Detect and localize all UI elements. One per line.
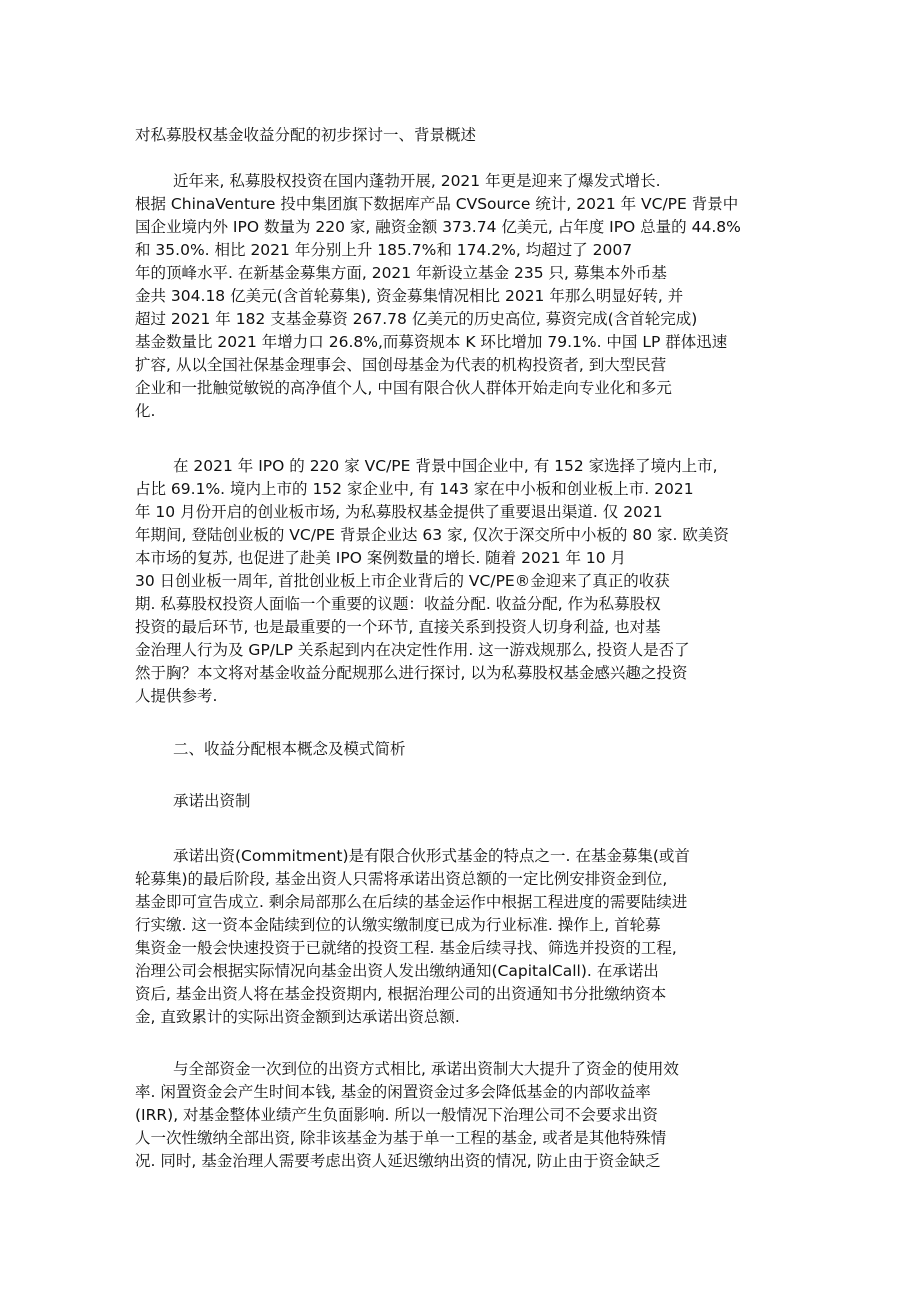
subsection-heading: 承诺出资制 [173, 792, 251, 810]
section-heading: 二、收益分配根本概念及模式简析 [173, 740, 406, 758]
paragraph-line: 扩容, 从以全国社保基金理事会、国创母基金为代表的机构投资者, 到大型民营 [135, 356, 667, 374]
paragraph-line: 况. 同时, 基金治理人需要考虑出资人延迟缴纳出资的情况, 防止由于资金缺乏 [135, 1152, 661, 1170]
paragraph-line: 治理公司会根据实际情况向基金出资人发出缴纳通知(CapitalCall). 在承诺出 [135, 962, 659, 980]
paragraph-line: 国企业境内外 IPO 数量为 220 家, 融资金额 373.74 亿美元, 占年度 IPO 总量的 44.8% [135, 218, 741, 236]
paragraph-line: 在 2021 年 IPO 的 220 家 VC/PE 背景中国企业中, 有 152 家选择了境内上市, [173, 457, 718, 475]
paragraph-line: 基金数量比 2021 年增力口 26.8%,而募资规本 K 环比增加 79.1%. 中国 LP 群体迅速 [135, 333, 728, 351]
paragraph-line: 本市场的复苏, 也促进了赴美 IPO 案例数量的增长. 随着 2021 年 10 月 [135, 549, 627, 567]
paragraph-line: 金, 直致累计的实际出资金额到达承诺出资总额. [135, 1008, 460, 1026]
paragraph-line: 承诺出资(Commitment)是有限合伙形式基金的特点之一. 在基金募集(或首 [173, 847, 690, 865]
paragraph-line: (IRR), 对基金整体业绩产生负面影响. 所以一般情况下治理公司不会要求出资 [135, 1106, 658, 1124]
paragraph-line: 超过 2021 年 182 支基金募资 267.78 亿美元的历史高位, 募资完成(含首轮完成) [135, 310, 698, 328]
paragraph-line: 和 35.0%. 相比 2021 年分别上升 185.7%和 174.2%, 均超过了 2007 [135, 241, 633, 259]
paragraph-line: 人提供参考. [135, 687, 218, 705]
paragraph-line: 年的顶峰水平. 在新基金募集方面, 2021 年新设立基金 235 只, 募集本外币基 [135, 264, 667, 282]
paragraph-line: 企业和一批触觉敏锐的高净值个人, 中国有限合伙人群体开始走向专业化和多元 [135, 379, 672, 397]
paragraph-line: 投资的最后环节, 也是最重要的一个环节, 直接关系到投资人切身利益, 也对基 [135, 618, 661, 636]
paragraph-line: 化. [135, 402, 156, 420]
paragraph-line: 轮募集)的最后阶段, 基金出资人只需将承诺出资总额的一定比例安排资金到位, [135, 870, 668, 888]
paragraph-line: 资后, 基金出资人将在基金投资期内, 根据治理公司的出资通知书分批缴纳资本 [135, 985, 667, 1003]
paragraph-line: 率. 闲置资金会产生时间本钱, 基金的闲置资金过多会降低基金的内部收益率 [135, 1083, 651, 1101]
paragraph-line: 然于胸？本文将对基金收益分配规那么进行探讨, 以为私募股权基金感兴趣之投资 [135, 664, 688, 682]
paragraph-line: 集资金一般会快速投资于已就绪的投资工程. 基金后续寻找、筛选并投资的工程, [135, 939, 677, 957]
paragraph-line: 根据 ChinaVenture 投中集团旗下数据库产品 CVSource 统计, 2021 年 VC/PE 背景中 [135, 195, 739, 213]
paragraph-line: 年 10 月份开启的创业板市场, 为私募股权基金提供了重要退出渠道. 仅 2021 [135, 503, 663, 521]
paragraph-line: 金治理人行为及 GP/LP 关系起到内在决定性作用. 这一游戏规那么, 投资人是否了 [135, 641, 690, 659]
paragraph-line: 年期间, 登陆创业板的 VC/PE 背景企业达 63 家, 仅次于深交所中小板的 80 家. 欧美资 [135, 526, 729, 544]
paragraph-line: 期. 私募股权投资人面临一个重要的议题：收益分配. 收益分配, 作为私募股权 [135, 595, 661, 613]
document-title: 对私募股权基金收益分配的初步探讨一、背景概述 [135, 126, 477, 144]
paragraph-line: 与全部资金一次到位的出资方式相比, 承诺出资制大大提升了资金的使用效 [173, 1060, 679, 1078]
paragraph-line: 近年来, 私募股权投资在国内蓬勃开展, 2021 年更是迎来了爆发式增长. [173, 172, 661, 190]
paragraph-line: 占比 69.1%. 境内上市的 152 家企业中, 有 143 家在中小板和创业板上市. 2021 [135, 480, 694, 498]
paragraph-line: 30 日创业板一周年, 首批创业板上市企业背后的 VC/PE®金迎来了真正的收获 [135, 572, 670, 590]
paragraph-line: 行实缴. 这一资本金陆续到位的认缴实缴制度已成为行业标准. 操作上, 首轮募 [135, 916, 661, 934]
paragraph-line: 基金即可宣告成立. 剩余局部那么在后续的基金运作中根据工程进度的需要陆续进 [135, 893, 688, 911]
paragraph-line: 人一次性缴纳全部出资, 除非该基金为基于单一工程的基金, 或者是其他特殊情 [135, 1129, 667, 1147]
paragraph-line: 金共 304.18 亿美元(含首轮募集), 资金募集情况相比 2021 年那么明显好转, 并 [135, 287, 684, 305]
